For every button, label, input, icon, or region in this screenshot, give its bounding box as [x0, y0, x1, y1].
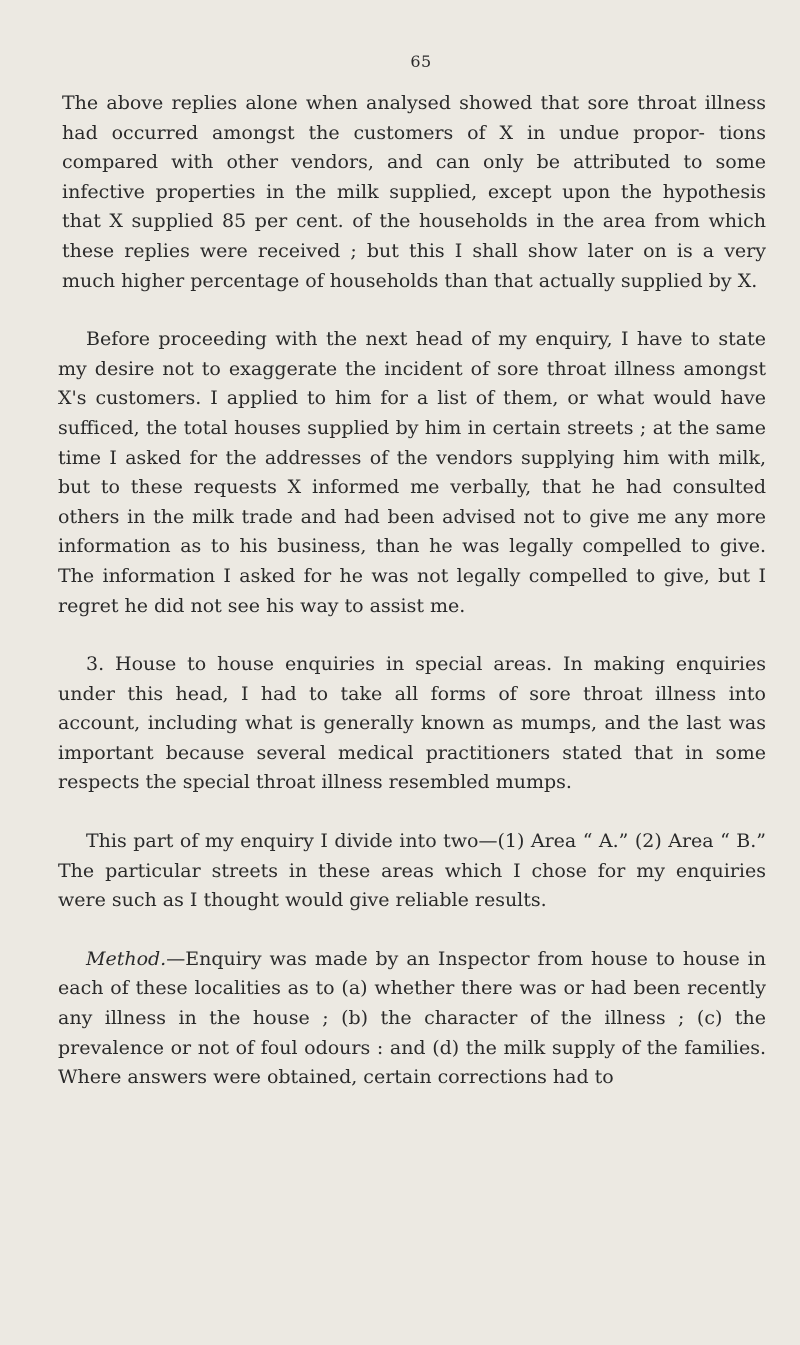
paragraph-3: 3. House to house enquiries in special areas. In making enquiries under this head, I had to take all forms of sore throat illness into account, including what is generally known as mumps, and the last was important because several medical practitioners stated that in some respects the special throat illness resembled mumps.: [58, 653, 766, 794]
paragraph-2: Before proceeding with the next head of my enquiry, I have to state my desire not to exaggerate the incident of sore throat illness amongst X's customers. I applied to him for a list of them, or what would have sufficed, the total houses supplied by him in certain streets ; at the same time I asked for the addresses of the vendors supplying him with milk, but to these requests X informed me verbally, that he had consulted others in the milk trade and had been advised not to give me any more information as to his business, than he was legally compelled to give. The information I asked for he was not legally compelled to give, but I regret he did not see his way to assist me.: [58, 328, 766, 617]
page-number: 65: [410, 52, 432, 71]
paragraph-5: [58, 945, 766, 1093]
method-text: —Enquiry was made by an Inspector from house to house in each of these localities as to (a) whether there was or had been recently any illness in the house ; (b) the character of the illness ; (c) the prevalence or not of foul odours : and (d) the milk supply of the families. Where answers were obtained, certain corrections had to: [58, 947, 766, 1089]
method-heading: Method.: [86, 947, 167, 970]
paragraph-1: The above replies alone when analysed showed that sore throat illness had occurred amongst the customers of X in undue propor- tions compared with other vendors, and can only be attributed to some infective properties in the milk supplied, except upon the hypothesis that X supplied 85 per cent. of the households in the area from which these replies were received ; but this I shall show later on is a very much higher percentage of households than that actually supplied by X.: [62, 92, 766, 292]
paragraph-4: This part of my enquiry I divide into two—(1) Area “ A.” (2) Area “ B.” The particular streets in these areas which I chose for my enquiries were such as I thought would give reliable results.: [58, 830, 766, 912]
